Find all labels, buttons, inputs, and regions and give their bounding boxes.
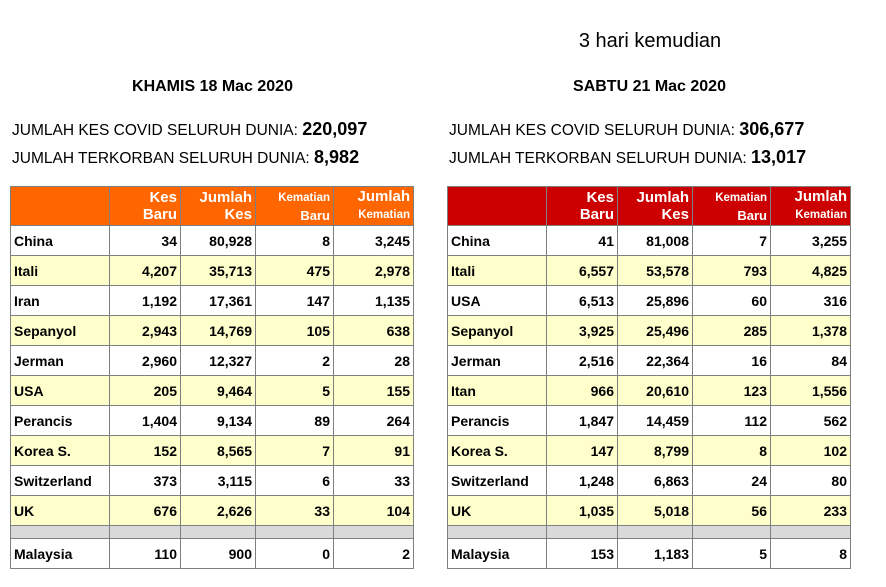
cell-country: Switzerland bbox=[448, 466, 547, 496]
cell-new-deaths: 5 bbox=[693, 539, 771, 569]
world-deaths-stat bbox=[449, 147, 806, 168]
cell-country: Perancis bbox=[448, 406, 547, 436]
cell-new-deaths: 6 bbox=[256, 466, 334, 496]
cell-new-cases: 373 bbox=[110, 466, 181, 496]
cell-total-cases: 9,464 bbox=[181, 376, 256, 406]
cell-total-deaths: 3,245 bbox=[334, 226, 414, 256]
table-header-row bbox=[448, 187, 851, 226]
cell-new-cases: 147 bbox=[547, 436, 618, 466]
cell-new-deaths: 33 bbox=[256, 496, 334, 526]
table-row bbox=[11, 436, 414, 466]
cell-total-deaths: 316 bbox=[771, 286, 851, 316]
cell-new-cases: 153 bbox=[547, 539, 618, 569]
cell-new-cases: 152 bbox=[110, 436, 181, 466]
cell-total-cases: 9,134 bbox=[181, 406, 256, 436]
cell-total-cases: 22,364 bbox=[618, 346, 693, 376]
cell-country: Itali bbox=[448, 256, 547, 286]
cell-total-deaths: 33 bbox=[334, 466, 414, 496]
cell-total-deaths: 155 bbox=[334, 376, 414, 406]
cell-new-cases: 6,557 bbox=[547, 256, 618, 286]
header-country bbox=[448, 187, 547, 226]
cell-new-deaths: 7 bbox=[256, 436, 334, 466]
cell-country: UK bbox=[11, 496, 110, 526]
world-cases-value: 306,677 bbox=[739, 119, 805, 139]
table-row bbox=[11, 226, 414, 256]
table-row bbox=[448, 466, 851, 496]
header-new-deaths: Kematian Baru bbox=[256, 187, 334, 226]
cell-new-deaths: 89 bbox=[256, 406, 334, 436]
cell-total-cases: 25,496 bbox=[618, 316, 693, 346]
table-row bbox=[11, 376, 414, 406]
cell-new-deaths: 5 bbox=[256, 376, 334, 406]
covid-table bbox=[447, 186, 851, 569]
table-row bbox=[448, 406, 851, 436]
cell-country: USA bbox=[448, 286, 547, 316]
cell-total-deaths: 2 bbox=[334, 539, 414, 569]
cell-total-cases: 35,713 bbox=[181, 256, 256, 286]
cell-new-deaths: 147 bbox=[256, 286, 334, 316]
cell-country: Sepanyol bbox=[11, 316, 110, 346]
cell-total-cases: 25,896 bbox=[618, 286, 693, 316]
table-row bbox=[11, 316, 414, 346]
world-cases-label: JUMLAH KES COVID SELURUH DUNIA: bbox=[449, 122, 735, 139]
cell-total-deaths: 4,825 bbox=[771, 256, 851, 286]
table-row bbox=[448, 226, 851, 256]
cell-country: Jerman bbox=[11, 346, 110, 376]
cell-new-deaths: 123 bbox=[693, 376, 771, 406]
separator-cell bbox=[618, 526, 693, 539]
cell-new-deaths: 105 bbox=[256, 316, 334, 346]
cell-total-cases: 20,610 bbox=[618, 376, 693, 406]
cell-total-cases: 1,183 bbox=[618, 539, 693, 569]
cell-total-cases: 81,008 bbox=[618, 226, 693, 256]
panel-date: SABTU 21 Mac 2020 bbox=[573, 78, 726, 95]
table-row bbox=[11, 496, 414, 526]
cell-country: Malaysia bbox=[11, 539, 110, 569]
cell-country: Perancis bbox=[11, 406, 110, 436]
table-row-malaysia bbox=[448, 539, 851, 569]
cell-country: Jerman bbox=[448, 346, 547, 376]
table-row bbox=[448, 316, 851, 346]
table-row bbox=[11, 466, 414, 496]
header-new-deaths: Kematian Baru bbox=[693, 187, 771, 226]
world-deaths-value: 13,017 bbox=[751, 147, 807, 167]
cell-total-deaths: 1,135 bbox=[334, 286, 414, 316]
cell-total-cases: 2,626 bbox=[181, 496, 256, 526]
cell-total-deaths: 80 bbox=[771, 466, 851, 496]
cell-new-cases: 2,516 bbox=[547, 346, 618, 376]
table-row bbox=[11, 346, 414, 376]
panel-date: KHAMIS 18 Mac 2020 bbox=[132, 78, 293, 95]
world-cases-stat bbox=[12, 119, 367, 140]
cell-country: Sepanyol bbox=[448, 316, 547, 346]
cell-total-cases: 14,769 bbox=[181, 316, 256, 346]
cell-total-cases: 3,115 bbox=[181, 466, 256, 496]
cell-total-deaths: 1,378 bbox=[771, 316, 851, 346]
cell-total-deaths: 8 bbox=[771, 539, 851, 569]
later-label: 3 hari kemudian bbox=[578, 30, 722, 52]
separator-cell bbox=[334, 526, 414, 539]
cell-new-deaths: 16 bbox=[693, 346, 771, 376]
cell-new-deaths: 7 bbox=[693, 226, 771, 256]
header-total-cases: Jumlah Kes bbox=[618, 187, 693, 226]
separator-cell bbox=[110, 526, 181, 539]
separator-cell bbox=[256, 526, 334, 539]
cell-new-cases: 676 bbox=[110, 496, 181, 526]
cell-new-cases: 41 bbox=[547, 226, 618, 256]
cell-new-deaths: 793 bbox=[693, 256, 771, 286]
cell-total-cases: 80,928 bbox=[181, 226, 256, 256]
table-row bbox=[11, 256, 414, 286]
cell-total-deaths: 3,255 bbox=[771, 226, 851, 256]
cell-new-cases: 2,943 bbox=[110, 316, 181, 346]
cell-country: Korea S. bbox=[11, 436, 110, 466]
world-deaths-label: JUMLAH TERKORBAN SELURUH DUNIA: bbox=[12, 150, 310, 167]
cell-total-deaths: 1,556 bbox=[771, 376, 851, 406]
cell-new-deaths: 475 bbox=[256, 256, 334, 286]
world-cases-stat bbox=[449, 119, 804, 140]
world-cases-value: 220,097 bbox=[302, 119, 368, 139]
cell-new-deaths: 8 bbox=[256, 226, 334, 256]
cell-new-cases: 205 bbox=[110, 376, 181, 406]
header-new-cases: Kes Baru bbox=[110, 187, 181, 226]
table-row bbox=[448, 286, 851, 316]
cell-country: Iran bbox=[11, 286, 110, 316]
cell-new-cases: 3,925 bbox=[547, 316, 618, 346]
cell-total-deaths: 233 bbox=[771, 496, 851, 526]
world-deaths-stat bbox=[12, 147, 359, 168]
cell-total-cases: 53,578 bbox=[618, 256, 693, 286]
header-total-deaths: Jumlah Kematian bbox=[771, 187, 851, 226]
table-row bbox=[11, 286, 414, 316]
table-row bbox=[448, 436, 851, 466]
separator-cell bbox=[547, 526, 618, 539]
cell-total-cases: 8,799 bbox=[618, 436, 693, 466]
cell-new-deaths: 0 bbox=[256, 539, 334, 569]
cell-new-deaths: 56 bbox=[693, 496, 771, 526]
separator-cell bbox=[11, 526, 110, 539]
cell-country: Itali bbox=[11, 256, 110, 286]
cell-total-deaths: 562 bbox=[771, 406, 851, 436]
cell-total-deaths: 104 bbox=[334, 496, 414, 526]
header-total-deaths: Jumlah Kematian bbox=[334, 187, 414, 226]
cell-new-cases: 1,035 bbox=[547, 496, 618, 526]
cell-total-deaths: 28 bbox=[334, 346, 414, 376]
cell-new-cases: 1,847 bbox=[547, 406, 618, 436]
cell-total-deaths: 84 bbox=[771, 346, 851, 376]
cell-new-cases: 1,192 bbox=[110, 286, 181, 316]
table-row bbox=[448, 256, 851, 286]
cell-new-deaths: 112 bbox=[693, 406, 771, 436]
cell-new-cases: 110 bbox=[110, 539, 181, 569]
world-deaths-label: JUMLAH TERKORBAN SELURUH DUNIA: bbox=[449, 150, 747, 167]
covid-table bbox=[10, 186, 414, 569]
cell-total-cases: 900 bbox=[181, 539, 256, 569]
cell-new-cases: 966 bbox=[547, 376, 618, 406]
header-country bbox=[11, 187, 110, 226]
cell-total-cases: 12,327 bbox=[181, 346, 256, 376]
separator-cell bbox=[181, 526, 256, 539]
cell-new-deaths: 24 bbox=[693, 466, 771, 496]
cell-total-cases: 17,361 bbox=[181, 286, 256, 316]
cell-new-deaths: 285 bbox=[693, 316, 771, 346]
separator-row bbox=[11, 526, 414, 539]
separator-row bbox=[448, 526, 851, 539]
cell-new-cases: 2,960 bbox=[110, 346, 181, 376]
cell-country: Itan bbox=[448, 376, 547, 406]
cell-new-deaths: 2 bbox=[256, 346, 334, 376]
cell-total-deaths: 264 bbox=[334, 406, 414, 436]
cell-country: Switzerland bbox=[11, 466, 110, 496]
cell-total-cases: 5,018 bbox=[618, 496, 693, 526]
cell-total-deaths: 91 bbox=[334, 436, 414, 466]
table-row bbox=[448, 496, 851, 526]
cell-country: Korea S. bbox=[448, 436, 547, 466]
cell-new-cases: 6,513 bbox=[547, 286, 618, 316]
header-new-cases: Kes Baru bbox=[547, 187, 618, 226]
world-deaths-value: 8,982 bbox=[314, 147, 360, 167]
header-total-cases: Jumlah Kes bbox=[181, 187, 256, 226]
cell-country: Malaysia bbox=[448, 539, 547, 569]
cell-total-cases: 14,459 bbox=[618, 406, 693, 436]
cell-new-cases: 1,248 bbox=[547, 466, 618, 496]
separator-cell bbox=[693, 526, 771, 539]
table-row-malaysia bbox=[11, 539, 414, 569]
cell-new-cases: 4,207 bbox=[110, 256, 181, 286]
table-row bbox=[11, 406, 414, 436]
cell-total-cases: 6,863 bbox=[618, 466, 693, 496]
cell-new-deaths: 60 bbox=[693, 286, 771, 316]
cell-new-cases: 34 bbox=[110, 226, 181, 256]
cell-country: China bbox=[448, 226, 547, 256]
cell-total-deaths: 102 bbox=[771, 436, 851, 466]
cell-country: USA bbox=[11, 376, 110, 406]
cell-country: China bbox=[11, 226, 110, 256]
table-row bbox=[448, 376, 851, 406]
world-cases-label: JUMLAH KES COVID SELURUH DUNIA: bbox=[12, 122, 298, 139]
cell-total-cases: 8,565 bbox=[181, 436, 256, 466]
cell-new-cases: 1,404 bbox=[110, 406, 181, 436]
table-header-row bbox=[11, 187, 414, 226]
table-row bbox=[448, 346, 851, 376]
cell-country: UK bbox=[448, 496, 547, 526]
cell-new-deaths: 8 bbox=[693, 436, 771, 466]
cell-total-deaths: 2,978 bbox=[334, 256, 414, 286]
cell-total-deaths: 638 bbox=[334, 316, 414, 346]
separator-cell bbox=[771, 526, 851, 539]
separator-cell bbox=[448, 526, 547, 539]
